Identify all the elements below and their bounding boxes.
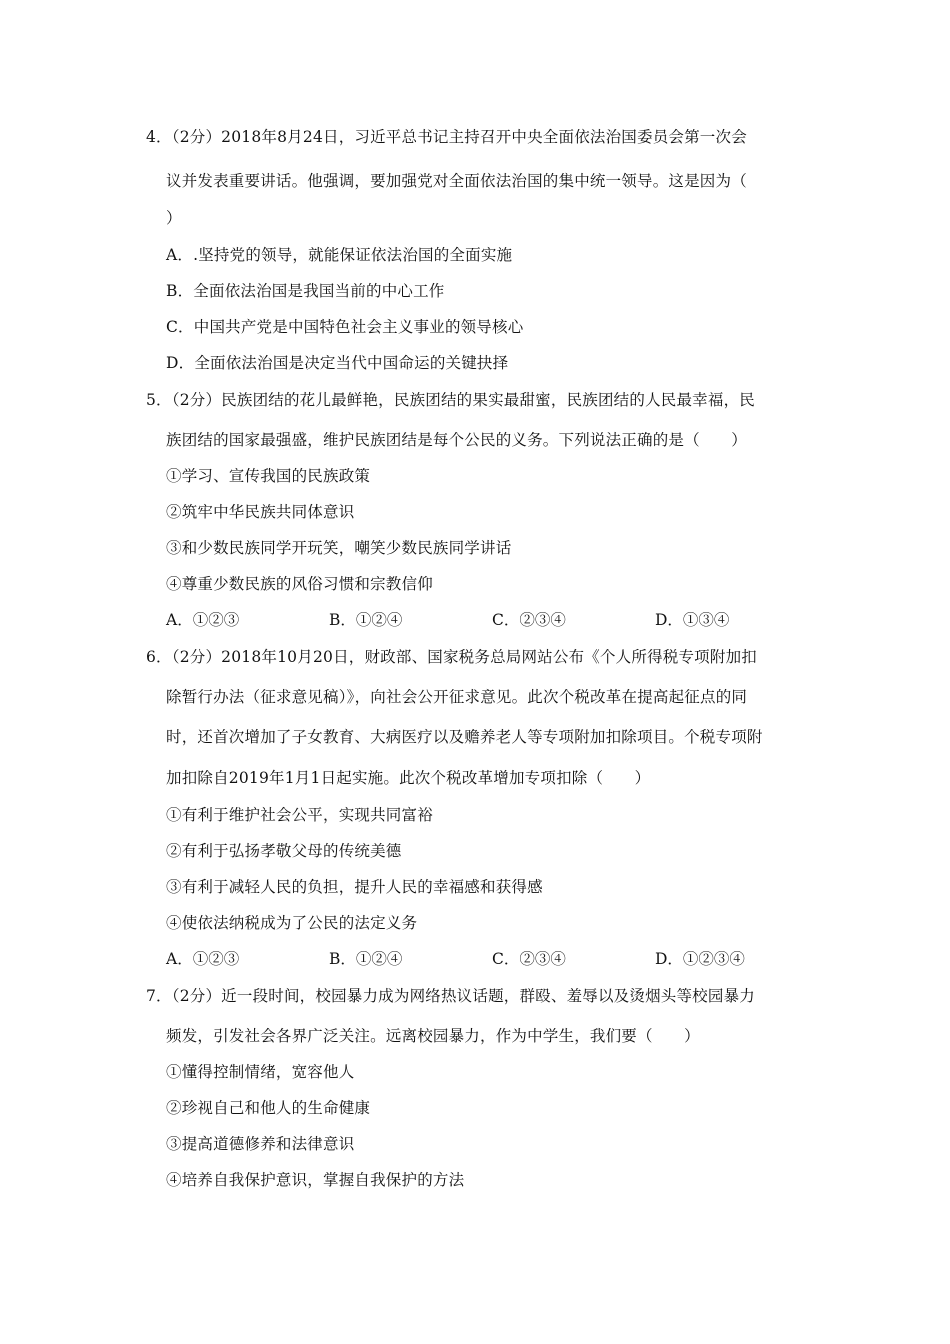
q5-item-4: ④尊重少数民族的风俗习惯和宗教信仰 — [166, 575, 433, 593]
q6-choice-d: D．①②③④ — [655, 950, 745, 968]
q6-item-1: ①有利于维护社会公平，实现共同富裕 — [166, 806, 433, 824]
q5-item-3: ③和少数民族同学开玩笑，嘲笑少数民族同学讲话 — [166, 539, 512, 557]
q7-line-2: 频发，引发社会各界广泛关注。远离校园暴力，作为中学生，我们要（ ） — [166, 1027, 700, 1045]
q5-item-2: ②筑牢中华民族共同体意识 — [166, 503, 355, 521]
q4-option-b: B．全面依法治国是我国当前的中心工作 — [166, 282, 445, 300]
q4-line-3: ） — [166, 209, 182, 227]
q5-choice-c: C．②③④ — [492, 611, 566, 629]
q6-item-4: ④使依法纳税成为了公民的法定义务 — [166, 914, 418, 932]
q6-line-1: 6．（2分）2018年10月20日，财政部、国家税务总局网站公布《个人所得税专项附加扣 — [146, 648, 757, 666]
q7-line-1: 7．（2分）近一段时间，校园暴力成为网络热议话题，群殴、羞辱以及烫烟头等校园暴力 — [146, 987, 755, 1005]
q6-item-2: ②有利于弘扬孝敬父母的传统美德 — [166, 842, 402, 860]
q5-choice-b: B．①②④ — [329, 611, 403, 629]
q5-choice-a: A．①②③ — [166, 611, 240, 629]
q7-item-2: ②珍视自己和他人的生命健康 — [166, 1099, 371, 1117]
q4-line-1: 4．（2分）2018年8月24日，习近平总书记主持召开中央全面依法治国委员会第一次会 — [146, 128, 747, 146]
q5-line-1: 5．（2分）民族团结的花儿最鲜艳，民族团结的果实最甜蜜，民族团结的人民最幸福，民 — [146, 391, 755, 409]
q4-option-c: C．中国共产党是中国特色社会主义事业的领导核心 — [166, 318, 524, 336]
q6-line-4: 加扣除自2019年1月1日起实施。此次个税改革增加专项扣除（ ） — [166, 769, 651, 787]
q6-choice-b: B．①②④ — [329, 950, 403, 968]
q4-option-a: A．.坚持党的领导，就能保证依法治国的全面实施 — [166, 246, 513, 264]
q6-item-3: ③有利于减轻人民的负担，提升人民的幸福感和获得感 — [166, 878, 543, 896]
q6-line-3: 时，还首次增加了子女教育、大病医疗以及赡养老人等专项附加扣除项目。个税专项附 — [166, 728, 763, 746]
q7-item-4: ④培养自我保护意识，掌握自我保护的方法 — [166, 1171, 465, 1189]
q4-option-d: D．全面依法治国是决定当代中国命运的关键抉择 — [166, 354, 509, 372]
q5-item-1: ①学习、宣传我国的民族政策 — [166, 467, 371, 485]
q6-line-2: 除暂行办法（征求意见稿）》，向社会公开征求意见。此次个税改革在提高起征点的同 — [166, 688, 748, 706]
q6-choice-c: C．②③④ — [492, 950, 566, 968]
q7-item-3: ③提高道德修养和法律意识 — [166, 1135, 355, 1153]
q7-item-1: ①懂得控制情绪，宽容他人 — [166, 1063, 355, 1081]
q6-choice-a: A．①②③ — [166, 950, 240, 968]
q5-choice-d: D．①③④ — [655, 611, 730, 629]
q5-line-2: 族团结的国家最强盛，维护民族团结是每个公民的义务。下列说法正确的是（ ） — [166, 431, 747, 449]
q4-line-2: 议并发表重要讲话。他强调，要加强党对全面依法治国的集中统一领导。这是因为（ — [166, 172, 747, 190]
